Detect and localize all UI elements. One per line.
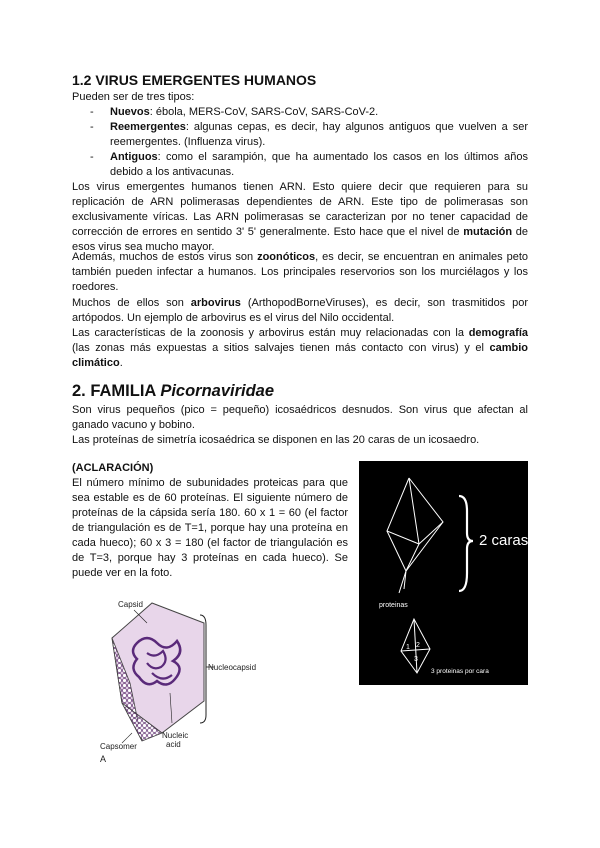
term-nuevos: Nuevos bbox=[110, 106, 150, 118]
triangulation-drawing bbox=[359, 461, 528, 685]
text-run: . bbox=[119, 357, 123, 369]
panel-label-a: A bbox=[100, 754, 107, 764]
list-item bbox=[90, 120, 528, 150]
triangulation-figure bbox=[359, 461, 528, 685]
list-item bbox=[90, 105, 528, 120]
label-capsid: Capsid bbox=[118, 600, 143, 609]
capsid-drawing bbox=[92, 593, 282, 768]
text-run: (ArthopodBorneViruses), es decir, son trasmitidos por artópodos. Un ejemplo de arbovirus es el virus del Nilo occidental. bbox=[72, 297, 528, 324]
label-nucleic: Nucleic bbox=[162, 731, 189, 740]
face-number: 2 bbox=[416, 642, 420, 649]
term-zoonoticos: zoonóticos bbox=[257, 251, 316, 263]
paragraph-zoonoticos bbox=[72, 250, 528, 295]
list-item-text: : ébola, MERS-CoV, SARS-CoV, SARS-CoV-2. bbox=[149, 106, 379, 118]
text-run: Los virus emergentes humanos tienen ARN. Esto quiere decir que requieren para su replicación de ARN polimerasas dependientes de ARN. Este tipo de polimerasas son exclusivamente víricas. Las ARN polimerasas se caracterizan por no tener capacidad de corrección de errores en sentido 3' 5' generalmente. Esto hace que el nivel de bbox=[72, 181, 528, 238]
label-capsomer: Capsomer bbox=[100, 742, 137, 751]
paragraph-arbovirus bbox=[72, 296, 528, 326]
face-edge bbox=[406, 544, 419, 571]
section-title-picornaviridae bbox=[72, 382, 274, 401]
list-item bbox=[90, 150, 528, 180]
label-2-caras: 2 caras bbox=[479, 532, 528, 549]
paragraph-arn bbox=[72, 180, 528, 255]
curly-brace bbox=[459, 496, 473, 591]
note-text: El número mínimo de subunidades proteicas para que sea estable es de 60 proteínas. El siguiente número de proteínas de la cápsida sería 180. 60 x 1 = 60 (el factor de triangulación es de T=1, porque hay una proteína en cada hueco); 60 x 3 = 180 (el factor de triangulación es de T=3, porque hay 3 proteínas en cada hueco). Se puede ver en la foto. bbox=[72, 477, 348, 579]
note-title: (ACLARACIÓN) bbox=[72, 462, 154, 474]
label-acid: acid bbox=[166, 740, 181, 749]
label-proteinas: proteinas bbox=[379, 602, 408, 609]
term-mutacion: mutación bbox=[463, 226, 513, 238]
face-number: 3 bbox=[414, 656, 418, 663]
text-run: de esos virus sea mucho mayor. bbox=[72, 226, 528, 253]
face-edge bbox=[409, 478, 419, 544]
text-run: (las zonas más expuestas a sitios salvajes tienen más contacto con virus) y el bbox=[72, 342, 490, 354]
section-title-virus-emergentes: 1.2 VIRUS EMERGENTES HUMANOS bbox=[72, 72, 317, 88]
label-nucleocapsid: Nucleocapsid bbox=[208, 663, 257, 672]
text-run: , es decir, se encuentran en animales peto también pueden infectar a humanos. Los principales reservorios son los murciélagos y los roedores. bbox=[72, 251, 529, 293]
list-item-text: : algunas cepas, es decir, hay algunos antiguos que vuelven a ser reemergentes. (Influenza virus). bbox=[110, 121, 528, 148]
paragraph-demografia bbox=[72, 326, 528, 371]
term-demografia: demografía bbox=[468, 327, 528, 339]
term-arbovirus: arbovirus bbox=[190, 297, 241, 309]
face-outline bbox=[387, 478, 443, 544]
text-run: Además, muchos de estos virus son bbox=[72, 251, 258, 263]
title-prefix: 2. FAMILIA bbox=[72, 382, 161, 400]
label-3-proteinas-por-cara: 3 proteinas por cara bbox=[431, 668, 489, 675]
title-family-name: Picornaviridae bbox=[160, 382, 275, 400]
virus-types-list bbox=[90, 105, 528, 180]
paragraph-picornavirus: Son virus pequeños (pico = pequeño) icosaédricos desnudos. Son virus que afectan al ganado vacuno y bobino. bbox=[72, 404, 528, 431]
term-reemergentes: Reemergentes bbox=[110, 121, 186, 133]
text-run: Muchos de ellos son bbox=[72, 297, 191, 309]
face-number: 1 bbox=[406, 644, 410, 651]
term-antiguos: Antiguos bbox=[110, 151, 158, 163]
capsid-figure bbox=[92, 593, 282, 768]
text-run: Las características de la zoonosis y arbovirus están muy relacionadas con la bbox=[72, 327, 469, 339]
list-item-text: : como el sarampión, que ha aumentado los casos en los últimos años debido a los antivacunas. bbox=[110, 151, 528, 178]
paragraph-icosaedro: Las proteínas de simetría icosaédrica se disponen en las 20 caras de un icosaedro. bbox=[72, 434, 480, 446]
section1-intro: Pueden ser de tres tipos: bbox=[72, 91, 195, 103]
term-cambio-climatico: cambio climático bbox=[72, 342, 528, 369]
